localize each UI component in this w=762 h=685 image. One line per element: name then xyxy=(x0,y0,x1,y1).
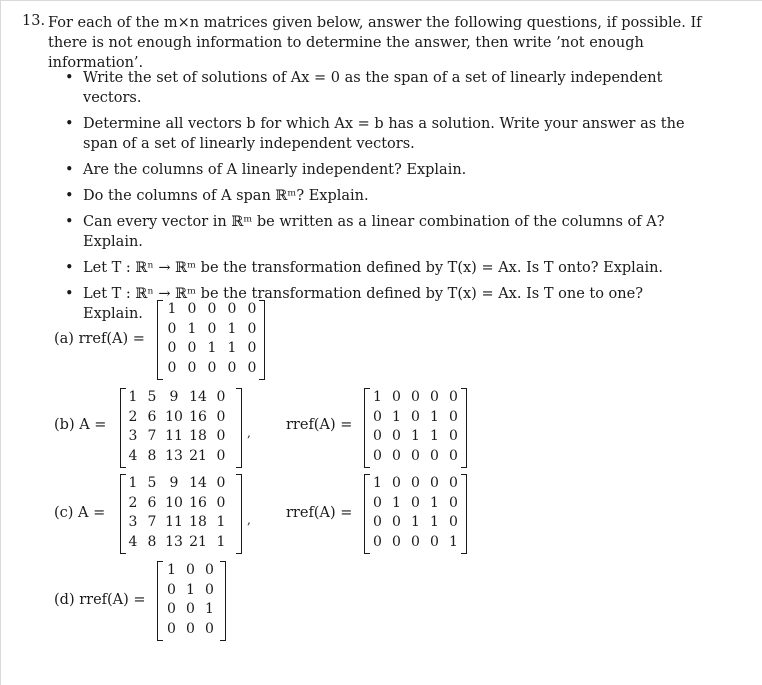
part-c-rref-matrix xyxy=(368,474,463,552)
matrix-entry: 2 xyxy=(128,494,138,511)
matrix-entry: 14 xyxy=(189,389,207,405)
matrix-entry: 0 xyxy=(167,620,176,637)
matrix-entry: 0 xyxy=(392,389,401,405)
part-c-label: (c) A = xyxy=(54,505,106,521)
matrix-entry: 0 xyxy=(411,533,420,550)
matrix-entry: 0 xyxy=(411,408,420,425)
matrix-entry: 0 xyxy=(227,359,237,376)
bullet-item: • Write the set of solutions of Ax = 0 as the span of a set of linearly independent vectors. xyxy=(64,68,688,108)
matrix-entry: 21 xyxy=(189,447,207,464)
matrix-entry: 0 xyxy=(430,389,439,405)
part-a-label: (a) rref(A) = xyxy=(54,331,145,347)
matrix-entry: 13 xyxy=(165,533,183,550)
matrix-entry: 0 xyxy=(207,320,217,337)
part-b-a-matrix xyxy=(124,388,232,466)
matrix-entry: 14 xyxy=(189,475,207,491)
matrix-entry: 0 xyxy=(449,389,458,405)
matrix-entry: 18 xyxy=(189,514,207,530)
question-bullet-list xyxy=(64,68,688,330)
matrix-entry: 13 xyxy=(165,447,183,464)
part-c-separator: , xyxy=(247,513,251,527)
matrix-entry: 0 xyxy=(449,475,458,491)
part-b-label: (b) A = xyxy=(54,417,107,433)
part-c-a-right-bracket xyxy=(236,474,242,554)
matrix-entry: 4 xyxy=(128,533,138,550)
part-d-label: (d) rref(A) = xyxy=(54,592,146,608)
matrix-entry: 0 xyxy=(216,494,226,511)
part-b-rref-label: rref(A) = xyxy=(286,417,353,433)
matrix-entry: 5 xyxy=(147,389,157,405)
matrix-entry: 0 xyxy=(247,320,257,337)
matrix-entry: 0 xyxy=(392,514,401,530)
matrix-entry: 1 xyxy=(187,320,197,337)
matrix-entry: 3 xyxy=(128,428,138,444)
matrix-entry: 0 xyxy=(187,340,197,356)
matrix-entry: 16 xyxy=(189,408,207,425)
matrix-entry: 0 xyxy=(167,320,177,337)
matrix-entry: 1 xyxy=(227,340,237,356)
matrix-entry: 0 xyxy=(227,301,237,317)
matrix-entry: 8 xyxy=(147,533,157,550)
matrix-entry: 1 xyxy=(373,475,382,491)
matrix-entry: 0 xyxy=(216,428,226,444)
matrix-entry: 0 xyxy=(167,359,177,376)
matrix-entry: 21 xyxy=(189,533,207,550)
bullet-item: • Are the columns of A linearly independent? Explain. xyxy=(64,160,688,180)
matrix-entry: 0 xyxy=(449,494,458,511)
matrix-entry: 1 xyxy=(430,494,439,511)
matrix-entry: 1 xyxy=(411,514,420,530)
matrix-entry: 1 xyxy=(205,601,214,617)
matrix-entry: 1 xyxy=(430,408,439,425)
bullet-item: • Do the columns of A span ℝᵐ? Explain. xyxy=(64,186,688,206)
matrix-entry: 0 xyxy=(373,494,382,511)
matrix-entry: 1 xyxy=(430,428,439,444)
part-b-rref-matrix xyxy=(368,388,463,466)
matrix-entry: 0 xyxy=(186,562,195,578)
matrix-entry: 0 xyxy=(187,359,197,376)
matrix-entry: 1 xyxy=(216,514,226,530)
question-number: 13. xyxy=(22,13,46,29)
matrix-entry: 0 xyxy=(392,475,401,491)
matrix-entry: 0 xyxy=(167,340,177,356)
matrix-entry: 18 xyxy=(189,428,207,444)
matrix-entry: 1 xyxy=(392,494,401,511)
matrix-entry: 0 xyxy=(392,447,401,464)
matrix-entry: 3 xyxy=(128,514,138,530)
matrix-entry: 7 xyxy=(147,428,157,444)
matrix-entry: 0 xyxy=(207,359,217,376)
matrix-entry: 1 xyxy=(167,301,177,317)
matrix-entry: 9 xyxy=(169,475,179,491)
matrix-entry: 7 xyxy=(147,514,157,530)
bullet-item: • Determine all vectors b for which Ax = b has a solution. Write your answer as the span of a set of linearly independent vectors. xyxy=(64,114,688,154)
matrix-entry: 0 xyxy=(205,581,214,598)
matrix-entry: 1 xyxy=(216,533,226,550)
matrix-entry: 0 xyxy=(411,389,420,405)
matrix-entry: 0 xyxy=(216,408,226,425)
matrix-entry: 0 xyxy=(186,601,195,617)
matrix-entry: 0 xyxy=(216,389,226,405)
matrix-entry: 0 xyxy=(207,301,217,317)
part-b-a-right-bracket xyxy=(236,388,242,468)
matrix-entry: 1 xyxy=(128,389,138,405)
matrix-entry: 0 xyxy=(449,408,458,425)
matrix-entry: 1 xyxy=(430,514,439,530)
matrix-entry: 0 xyxy=(411,494,420,511)
part-c-rref-right-bracket xyxy=(461,474,467,554)
matrix-entry: 0 xyxy=(205,620,214,637)
matrix-entry: 1 xyxy=(392,408,401,425)
matrix-entry: 0 xyxy=(430,475,439,491)
matrix-entry: 1 xyxy=(373,389,382,405)
matrix-entry: 0 xyxy=(392,428,401,444)
matrix-entry: 0 xyxy=(411,475,420,491)
matrix-entry: 2 xyxy=(128,408,138,425)
matrix-entry: 0 xyxy=(411,447,420,464)
matrix-entry: 0 xyxy=(186,620,195,637)
matrix-entry: 1 xyxy=(207,340,217,356)
part-d-right-bracket xyxy=(220,561,226,641)
matrix-entry: 6 xyxy=(147,408,157,425)
matrix-entry: 1 xyxy=(128,475,138,491)
matrix-entry: 0 xyxy=(373,447,382,464)
matrix-entry: 1 xyxy=(167,562,176,578)
matrix-entry: 1 xyxy=(186,581,195,598)
matrix-entry: 8 xyxy=(147,447,157,464)
matrix-entry: 0 xyxy=(247,301,257,317)
matrix-entry: 0 xyxy=(373,514,382,530)
matrix-entry: 4 xyxy=(128,447,138,464)
matrix-entry: 10 xyxy=(165,408,183,425)
matrix-entry: 0 xyxy=(449,514,458,530)
part-d-rref-matrix xyxy=(162,561,219,639)
matrix-entry: 0 xyxy=(216,447,226,464)
matrix-entry: 16 xyxy=(189,494,207,511)
matrix-entry: 0 xyxy=(205,562,214,578)
matrix-entry: 0 xyxy=(167,581,176,598)
matrix-entry: 0 xyxy=(187,301,197,317)
part-c-a-matrix xyxy=(124,474,232,552)
matrix-entry: 1 xyxy=(227,320,237,337)
matrix-entry: 11 xyxy=(165,428,183,444)
matrix-entry: 0 xyxy=(392,533,401,550)
matrix-entry: 0 xyxy=(373,428,382,444)
matrix-entry: 9 xyxy=(169,389,179,405)
matrix-entry: 0 xyxy=(247,340,257,356)
matrix-entry: 1 xyxy=(449,533,458,550)
part-b-rref-right-bracket xyxy=(461,388,467,468)
matrix-entry: 0 xyxy=(373,408,382,425)
matrix-entry: 6 xyxy=(147,494,157,511)
bullet-item: • Let T : ℝⁿ → ℝᵐ be the transformation defined by T(x) = Ax. Is T one to one? Explain. xyxy=(64,284,688,324)
matrix-entry: 0 xyxy=(430,447,439,464)
matrix-entry: 11 xyxy=(165,514,183,530)
bullet-item: • Can every vector in ℝᵐ be written as a linear combination of the columns of A? Explain. xyxy=(64,212,688,252)
matrix-entry: 10 xyxy=(165,494,183,511)
question-intro: For each of the m×n matrices given below, answer the following questions, if possible. If there is not enough information to determine the answer, then write ’not enough information’. xyxy=(48,15,702,71)
part-b-separator: , xyxy=(247,426,251,440)
bullet-item: • Let T : ℝⁿ → ℝᵐ be the transformation defined by T(x) = Ax. Is T onto? Explain. xyxy=(64,258,688,278)
matrix-entry: 0 xyxy=(216,475,226,491)
matrix-entry: 0 xyxy=(247,359,257,376)
matrix-entry: 0 xyxy=(430,533,439,550)
part-a-rref-matrix xyxy=(162,300,262,378)
matrix-entry: 1 xyxy=(411,428,420,444)
matrix-entry: 0 xyxy=(373,533,382,550)
matrix-entry: 0 xyxy=(167,601,176,617)
part-a-right-bracket xyxy=(259,300,265,380)
matrix-entry: 0 xyxy=(449,428,458,444)
matrix-entry: 0 xyxy=(449,447,458,464)
matrix-entry: 5 xyxy=(147,475,157,491)
part-c-rref-label: rref(A) = xyxy=(286,505,353,521)
